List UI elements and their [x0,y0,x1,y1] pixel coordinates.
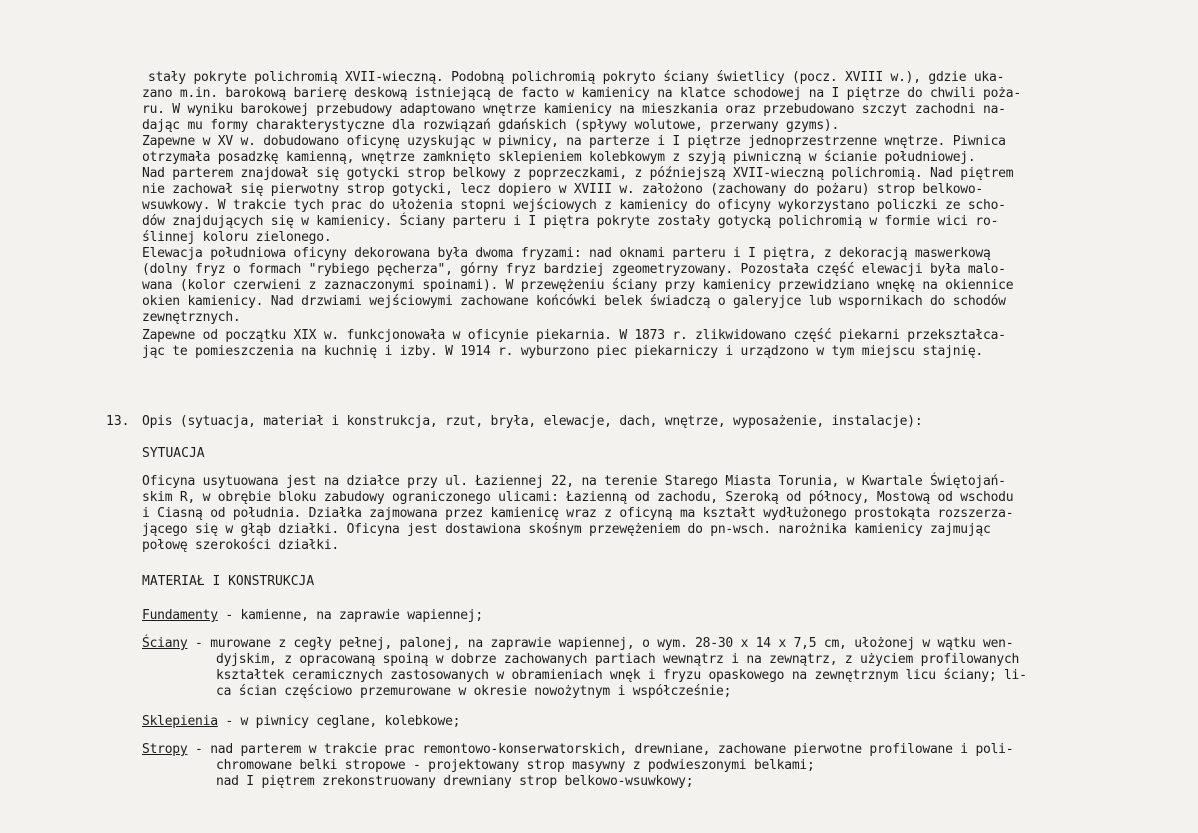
history-line: otrzymała posadzkę kamienną, wnętrze zamknięto sklepieniem kolebkowym z szyją piwniczną w ścianie południowej. [142,150,976,165]
stropy-line: chromowane belki stropowe - projektowany strop masywny z podwieszonymi belkami; [216,758,815,773]
history-line: dając mu formy charakterystyczne dla rozwiązań gdańskich (spływy wolutowe, przerwany gzyms). [142,118,840,133]
history-line: wsuwkowy. W trakcie tych prac do ułożenia stopni wejściowych z kamienicy do oficyny wykorzystano policzki ze scho- [142,198,1006,213]
sklepienia-label: Sklepienia [142,714,218,729]
history-line: wana (kolor czerwieni z zaznaczonymi spoinami). W przewężeniu ściany przy kamienicy przewidziano wnękę na okiennice [142,278,1014,293]
history-line: zewnętrznych. [142,310,241,325]
history-line: ru. W wyniku barokowej przebudowy adaptowano wnętrze kamienicy na mieszkania oraz przebudowano szczyt zachodni na- [142,102,1006,117]
history-line: okien kamienicy. Nad drzwiami wejściowymi zachowane końcówki belek świadczą o galeryjce lub wspornikach do schodów [142,294,1006,309]
situation-heading: SYTUACJA [142,446,205,461]
stropy-label: Stropy [142,742,188,757]
section-number: 13. [106,414,130,429]
history-line: nie zachował się pierwotny strop gotycki, lecz dopiero w XVIII w. założono (zachowany do pożaru) strop belkowo- [142,182,984,197]
sklepienia-entry [142,714,460,730]
sciany-label: Ściany [142,636,188,651]
situation-line: i Ciasną od południa. Działka zajmowana przez kamienicę wraz z oficyną ma kształt wydłużonego prostokąta rozszerza- [142,506,1014,521]
sciany-first-line [142,636,1013,652]
sciany-line: dyjskim, z opracowaną spoiną w dobrze zachowanych partiach wewnątrz i na zewnątrz, z użyciem profilowanych [216,652,1020,667]
situation-line: Oficyna usytuowana jest na działce przy ul. Łaziennej 22, na terenie Starego Miasta Torunia, w Kwartale Świętojań- [142,474,1006,489]
history-line: ślinnej koloru zielonego. [142,230,332,245]
fundamenty-entry [142,608,483,624]
situation-line: połowę szerokości działki. [142,538,339,553]
sciany-line: ca ścian częściowo przemurowane w okresie nowożytnym i współcześnie; [216,684,732,699]
history-line: Zapewne od początku XIX w. funkcjonowała w oficynie piekarnia. W 1873 r. zlikwidowano część piekarni przekształca- [142,328,1006,343]
material-heading: MATERIAŁ I KONSTRUKCJA [142,574,315,589]
section-title: Opis (sytuacja, materiał i konstrukcja, rzut, bryła, elewacje, dach, wnętrze, wyposażenie, instalacje): [142,414,923,429]
history-line: Zapewne w XV w. dobudowano oficynę uzyskując w piwnicy, na parterze i I piętrze jednoprzestrzenne wnętrze. Piwnica [142,134,1006,149]
stropy-first-line [142,742,1013,758]
history-line: jąc te pomieszczenia na kuchnię i izby. W 1914 r. wyburzono piec piekarniczy i urządzono w tym miejscu stajnię. [142,344,984,359]
history-line: (dolny fryz o formach "rybiego pęcherza", górny fryz bardziej zgeometryzowany. Pozostała część elewacji była malo- [142,262,1006,277]
fundamenty-label: Fundamenty [142,608,218,623]
stropy-line: nad I piętrem zrekonstruowany drewniany strop belkowo-wsuwkowy; [216,774,694,789]
history-line: stały pokryte polichromią XVII-wieczną. Podobną polichromią pokryto ściany świetlicy (pocz. XVIII w.), gdzie uka- [148,70,1005,85]
fundamenty-text: - kamienne, na zaprawie wapiennej; [217,608,483,623]
sklepienia-text: - w piwnicy ceglane, kolebkowe; [217,714,461,729]
history-line: dów znajdujących się w kamienicy. Ściany parteru i I piętra pokryte zostały gotycką polichromią w formie wici ro- [142,214,999,229]
sciany-line: kształtek ceramicznych zastosowanych w obramieniach wnęk i fryzu opaskowego na zewnętrznym licu ściany; li- [216,668,1027,683]
history-line: Elewacja południowa oficyny dekorowana była dwoma fryzami: nad oknami parteru i I piętra, z dekoracją maswerkową [142,246,991,261]
situation-line: skim R, w obrębie bloku zabudowy ograniczonego ulicami: Łazienną od zachodu, Szeroką od północy, Mostową od wschodu [142,490,1014,505]
situation-line: jącego się w głąb działki. Oficyna jest dostawiona skośnym przewężeniem do pn-wsch. narożnika kamienicy zajmując [142,522,991,537]
sciany-text: - murowane z cegły pełnej, palonej, na zaprawie wapiennej, o wym. 28-30 x 14 x 7,5 cm, ułożonej w wątku wen- [187,636,1014,651]
history-line: zano m.in. barokową barierę deskową istniejącą de facto w kamienicy na klatce schodowej na I piętrze do chwili poża- [142,86,1021,101]
stropy-text: - nad parterem w trakcie prac remontowo-konserwatorskich, drewniane, zachowane pierwotne profilowane i poli- [187,742,1014,757]
history-line: Nad parterem znajdował się gotycki strop belkowy z poprzeczkami, z późniejszą XVII-wieczną polichromią. Nad piętrem [142,166,1014,181]
